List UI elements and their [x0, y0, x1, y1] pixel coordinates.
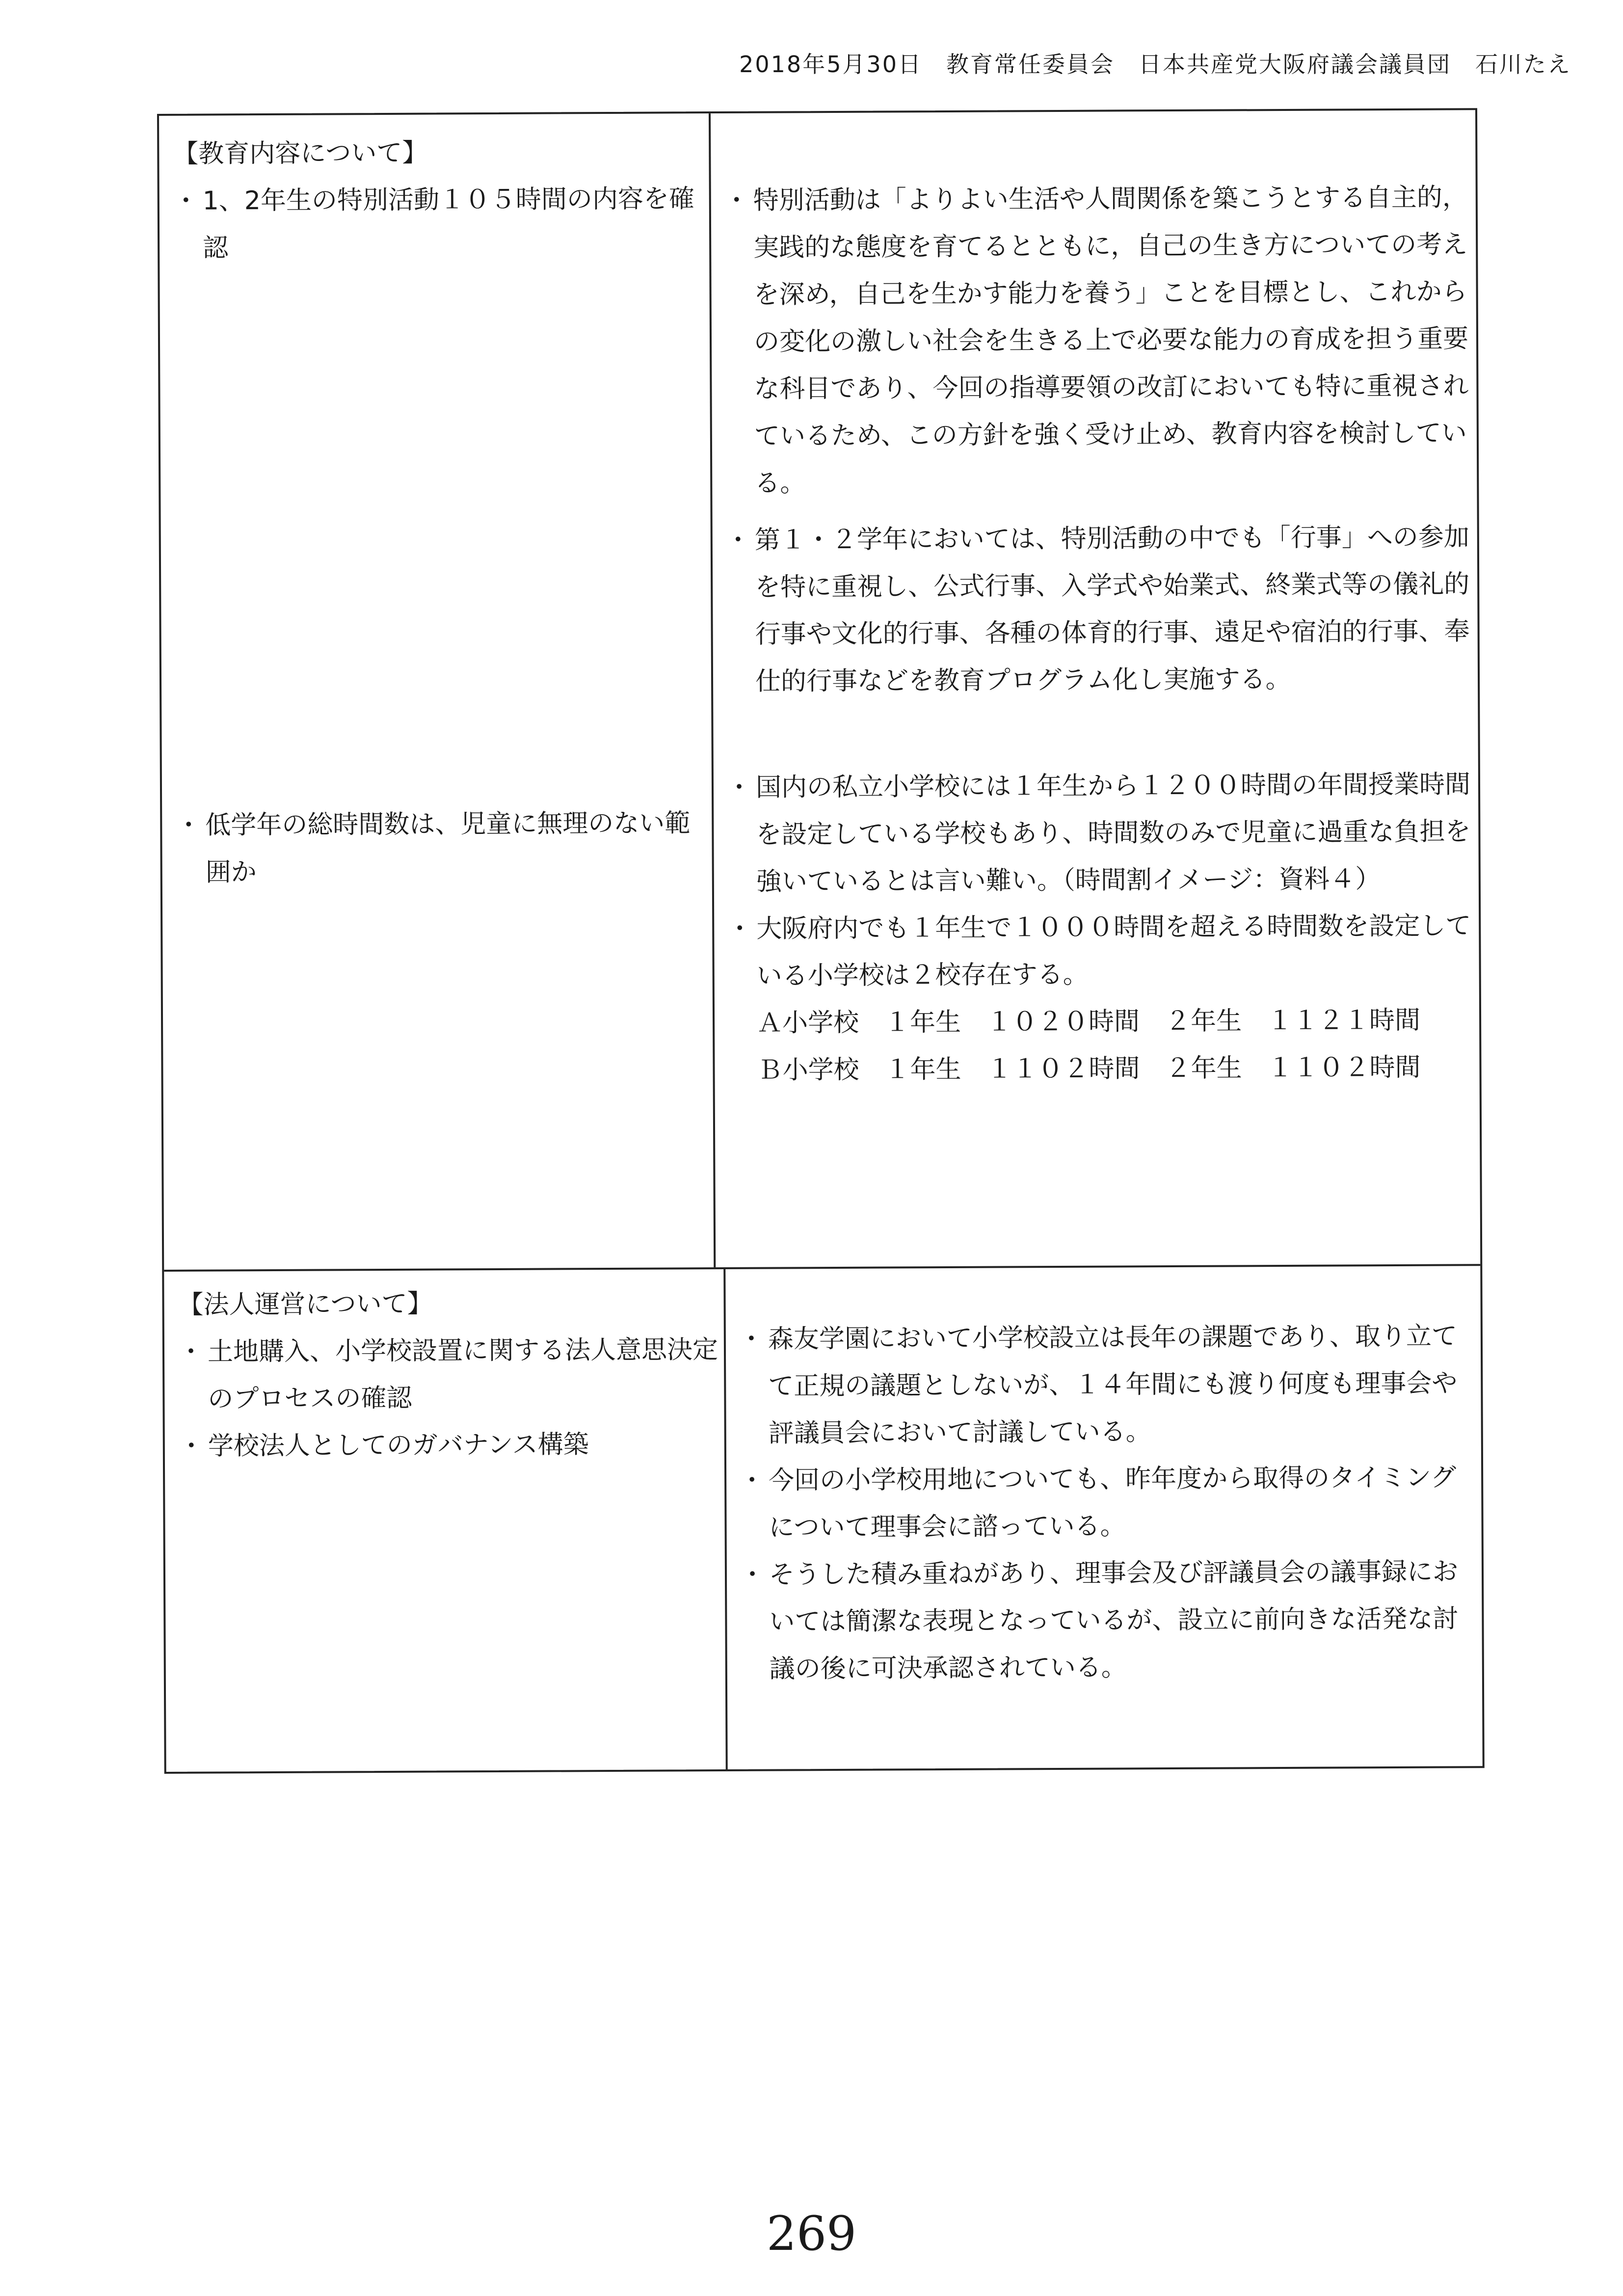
answer-item: ・ そうした積み重ねがあり、理事会及び評議員会の議事録においては簡潔な表現となっているが、設立に前向きな活発な討議の後に可決承認されている。	[740, 1548, 1476, 1693]
answer-item: ・ 国内の私立小学校には１年生から１２００時間の年間授業時間を設定している学校もあり、時間数のみで児童に過重な負担を強いているとは言い難い。（時間割イメージ：資料４）	[726, 761, 1473, 906]
table-row-education	[159, 110, 1480, 1272]
answer-item: ・ 特別活動は「よりよい生活や人間関係を築こうとする自主的，実践的な態度を育てるとともに，自己の生き方についての考えを深め，自己を生かす能力を養う」ことを目標とし、これからの変化の激しい社会を生きる上で必要な能力の育成を担う重要な科目であり、今回の指導要領の改訂においても特に重視されているため、この方針を強く受け止め、教育内容を検討している。	[724, 174, 1471, 507]
question-item: ・ 学校法人としてのガバナンス構築	[179, 1420, 718, 1470]
page-number: 269	[766, 2206, 857, 2261]
answer-cell-corporate	[739, 1312, 1476, 1693]
question-item: ・ 土地購入、小学校設置に関する法人意思決定のプロセスの確認	[178, 1326, 718, 1423]
question-item: ・ 1、2年生の特別活動１０５時間の内容を確認	[173, 175, 704, 272]
question-cell-corporate	[178, 1279, 718, 1470]
document-header: 2018年5月30日 教育常任委員会 日本共産党大阪府議会議員団 石川たえ	[739, 51, 1571, 78]
section-heading-education: 【教育内容について】	[173, 138, 428, 169]
answer-item: ・ 今回の小学校用地についても、昨年度から取得のタイミングについて理事会に諮っている。	[739, 1454, 1476, 1551]
section-heading-corporate: 【法人運営について】	[178, 1289, 433, 1320]
qa-table	[157, 108, 1485, 1774]
answer-cell-education	[724, 174, 1474, 1094]
answer-item: ・ 森友学園において小学校設立は長年の課題であり、取り立てて正規の議題としないが、１４年間にも渡り何度も理事会や評議員会において討議している。	[739, 1312, 1475, 1457]
school-hours-row: Ｂ小学校 １年生 １１０２時間 ２年生 １１０２時間	[757, 1052, 1421, 1085]
column-divider	[709, 113, 716, 1267]
question-cell-education	[173, 128, 706, 896]
school-hours-row: Ａ小学校 １年生 １０２０時間 ２年生 １１２１時間	[756, 1005, 1421, 1038]
answer-item: ・ 大阪府内でも１年生で１０００時間を超える時間数を設定している小学校は２校存在する。	[727, 902, 1473, 1000]
column-divider	[723, 1269, 727, 1769]
table-row-corporate	[164, 1266, 1482, 1772]
answer-item: ・ 第１・２学年においては、特別活動の中でも「行事」への参加を特に重視し、公式行事、入学式や始業式、終業式等の儀礼的行事や文化的行事、各種の体育的行事、遠足や宿泊的行事、奉仕的行事などを教育プログラム化し実施する。	[725, 513, 1472, 705]
question-item: ・ 低学年の総時間数は、児童に無理のない範囲か	[176, 800, 706, 896]
